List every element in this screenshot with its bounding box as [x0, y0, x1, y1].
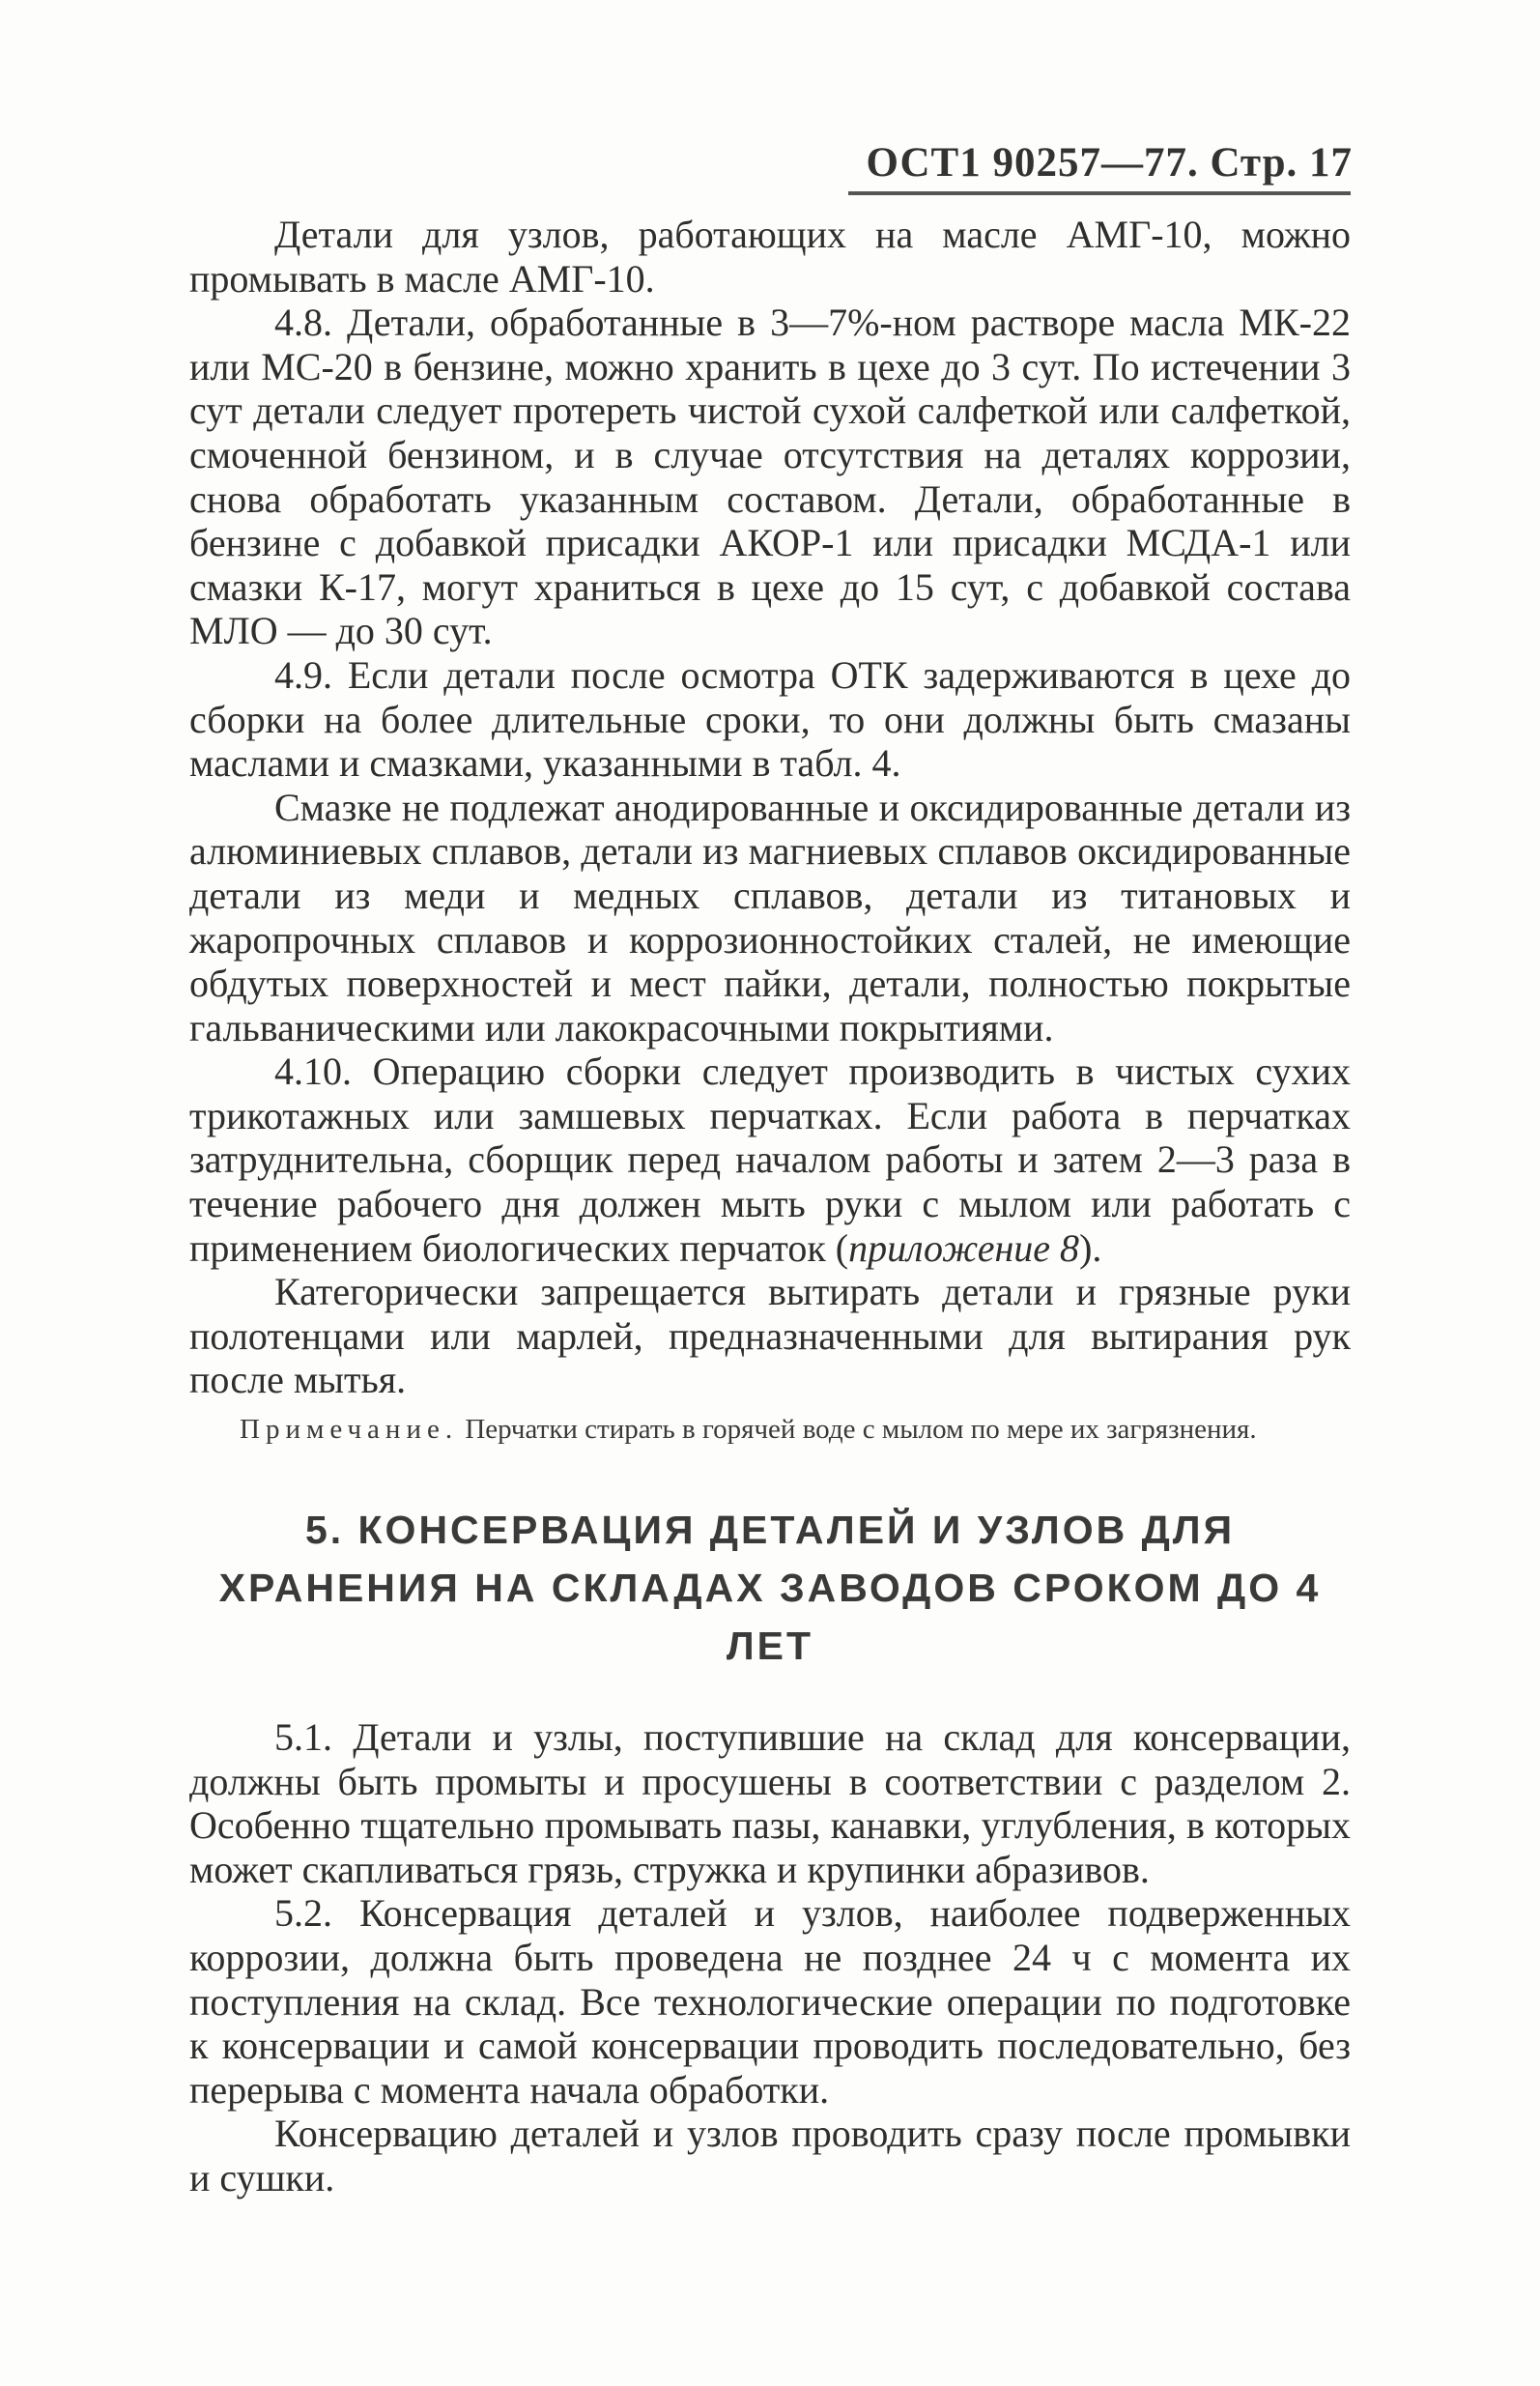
paragraph-4-10-text: 4.10. Операцию сборки следует производить в чистых сухих трикотажных или замшевых перчатках. Если работа в перчатках затруднительна, сборщик перед началом работы и затем 2—3 раза в течение рабочего дня должен мыть руки с мылом или работать с применением биологических перчаток (	[189, 1049, 1351, 1270]
paragraph-4-8: 4.8. Детали, обработанные в 3—7%-ном растворе масла МК-22 или МС-20 в бензине, можно хранить в цехе до 3 сут. По истечении 3 сут детали следует протереть чистой сухой салфеткой или салфеткой, смоченной бензином, и в случае отсутствия на деталях коррозии, снова обработать указанным составом. Детали, обработанные в бензине с добавкой присадки АКОР-1 или присадки МСДА-1 или смазки К-17, могут храниться в цехе до 15 сут, с добавкой состава МЛО — до 30 сут.	[189, 301, 1351, 653]
paragraph-4-10	[189, 1049, 1351, 1270]
paragraph-prohibition: Категорически запрещается вытирать детали и грязные руки полотенцами или марлей, предназначенными для вытирания рук после мытья.	[189, 1270, 1351, 1402]
section-title	[189, 1501, 1351, 1675]
appendix-reference: приложение 8	[848, 1225, 1080, 1270]
note	[189, 1412, 1351, 1447]
paragraph-4-10-end: ).	[1079, 1225, 1102, 1270]
paragraph-no-lubrication: Смазке не подлежат анодированные и оксидированные детали из алюминиевых сплавов, детали из магниевых сплавов оксидированные детали из меди и медных сплавов, детали из титановых и жаропрочных сплавов и коррозионностойких сталей, не имеющие обдутых поверхностей и мест пайки, детали, полностью покрытые гальваническими или лакокрасочными покрытиями.	[189, 785, 1351, 1049]
paragraph-5-2: 5.2. Консервация деталей и узлов, наиболее подверженных коррозии, должна быть проведена не позднее 24 ч с момента их поступления на склад. Все технологические операции по подготовке к консервации и самой консервации проводить последовательно, без перерыва с момента начала обработки.	[189, 1891, 1351, 2112]
paragraph-5-1: 5.1. Детали и узлы, поступившие на склад для консервации, должны быть промыты и просушены в соответствии с разделом 2. Особенно тщательно промывать пазы, канавки, углубления, в которых может скапливаться грязь, стружка и крупинки абразивов.	[189, 1715, 1351, 1891]
section-title-line-1: 5. КОНСЕРВАЦИЯ ДЕТАЛЕЙ И УЗЛОВ ДЛЯ	[304, 1508, 1236, 1553]
document-body	[189, 213, 1351, 2200]
paragraph-amg10: Детали для узлов, работающих на масле АМГ-10, можно промывать в масле АМГ-10.	[189, 213, 1351, 301]
note-text: Перчатки стирать в горячей воде с мылом по мере их загрязнения.	[458, 1414, 1257, 1446]
paragraph-conservation: Консервацию деталей и узлов проводить сразу после промывки и сушки.	[189, 2112, 1351, 2199]
note-label: Примечание.	[240, 1414, 459, 1446]
page-header: ОСТ1 90257—77. Стр. 17	[866, 140, 1353, 186]
section-title-line-2: ХРАНЕНИЯ НА СКЛАДАХ ЗАВОДОВ СРОКОМ ДО 4 ЛЕТ	[218, 1566, 1322, 1669]
paragraph-4-9: 4.9. Если детали после осмотра ОТК задерживаются в цехе до сборки на более длительные сроки, то они должны быть смазаны маслами и смазками, указанными в табл. 4.	[189, 652, 1351, 786]
header-rule	[848, 191, 1351, 195]
